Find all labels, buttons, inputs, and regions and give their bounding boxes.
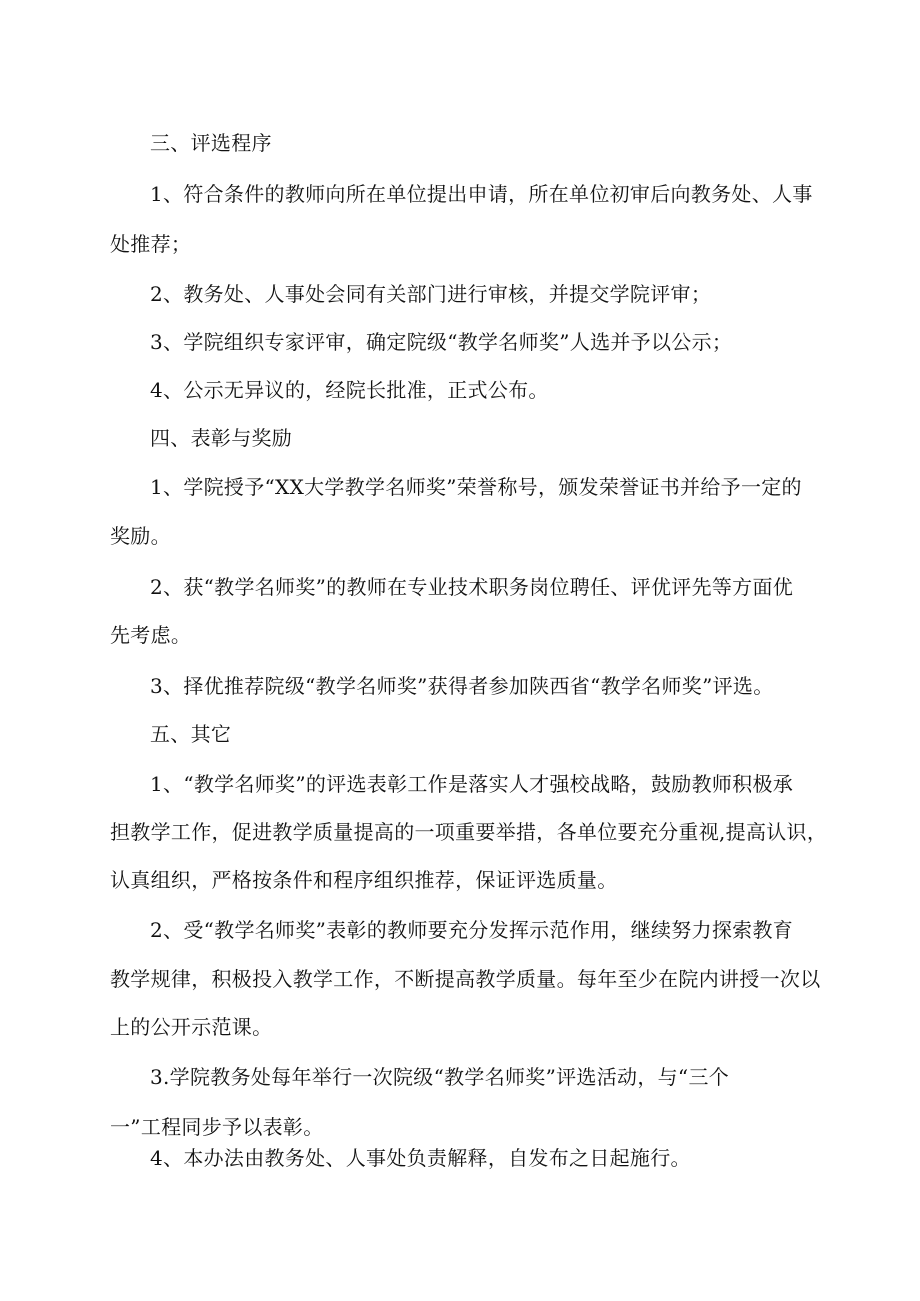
- reward-item-1: 1、学院授予“XX大学教学名师奖”荣誉称号，颁发荣誉证书并给予一定的: [150, 475, 802, 499]
- procedure-item-1: 1、符合条件的教师向所在单位提出申请，所在单位初审后向教务处、人事: [150, 182, 813, 206]
- section-heading-procedure: 三、评选程序: [150, 131, 272, 155]
- reward-item-2-cont: 先考虑。: [110, 623, 192, 647]
- reward-item-3: 3、择优推荐院级“教学名师奖”获得者参加陕西省“教学名师奖”评选。: [150, 674, 774, 698]
- other-item-4: 4、本办法由教务处、人事处负责解释，自发布之日起施行。: [150, 1146, 691, 1170]
- other-item-3: 3.学院教务处每年举行一次院级“教学名师奖”评选活动，与“三个: [150, 1065, 730, 1089]
- other-item-1-cont: 担教学工作，促进教学质量提高的一项重要举措，各单位要充分重视,提高认识，: [110, 820, 828, 844]
- section-heading-other: 五、其它: [150, 722, 232, 746]
- reward-item-1-cont: 奖励。: [110, 524, 171, 548]
- procedure-item-1-cont: 处推荐；: [110, 232, 192, 256]
- other-item-1: 1、“教学名师奖”的评选表彰工作是落实人才强校战略，鼓励教师积极承: [150, 772, 794, 796]
- procedure-item-2: 2、教务处、人事处会同有关部门进行审核，并提交学院评审；: [150, 282, 712, 306]
- other-item-2: 2、受“教学名师奖”表彰的教师要充分发挥示范作用，继续努力探索教育: [150, 918, 794, 942]
- section-heading-rewards: 四、表彰与奖励: [150, 426, 293, 450]
- other-item-3-cont: 一”工程同步予以表彰。: [110, 1115, 324, 1139]
- other-item-2-cont-2: 上的公开示范课。: [110, 1015, 273, 1039]
- procedure-item-3: 3、学院组织专家评审，确定院级“教学名师奖”人选并予以公示；: [150, 330, 733, 354]
- procedure-item-4: 4、公示无异议的，经院长批准，正式公布。: [150, 378, 549, 402]
- reward-item-2: 2、获“教学名师奖”的教师在专业技术职务岗位聘任、评优评先等方面优: [150, 575, 794, 599]
- other-item-1-cont-2: 认真组织，严格按条件和程序组织推荐，保证评选质量。: [110, 868, 618, 892]
- other-item-2-cont: 教学规律，积极投入教学工作，不断提高教学质量。每年至少在院内讲授一次以: [110, 967, 821, 991]
